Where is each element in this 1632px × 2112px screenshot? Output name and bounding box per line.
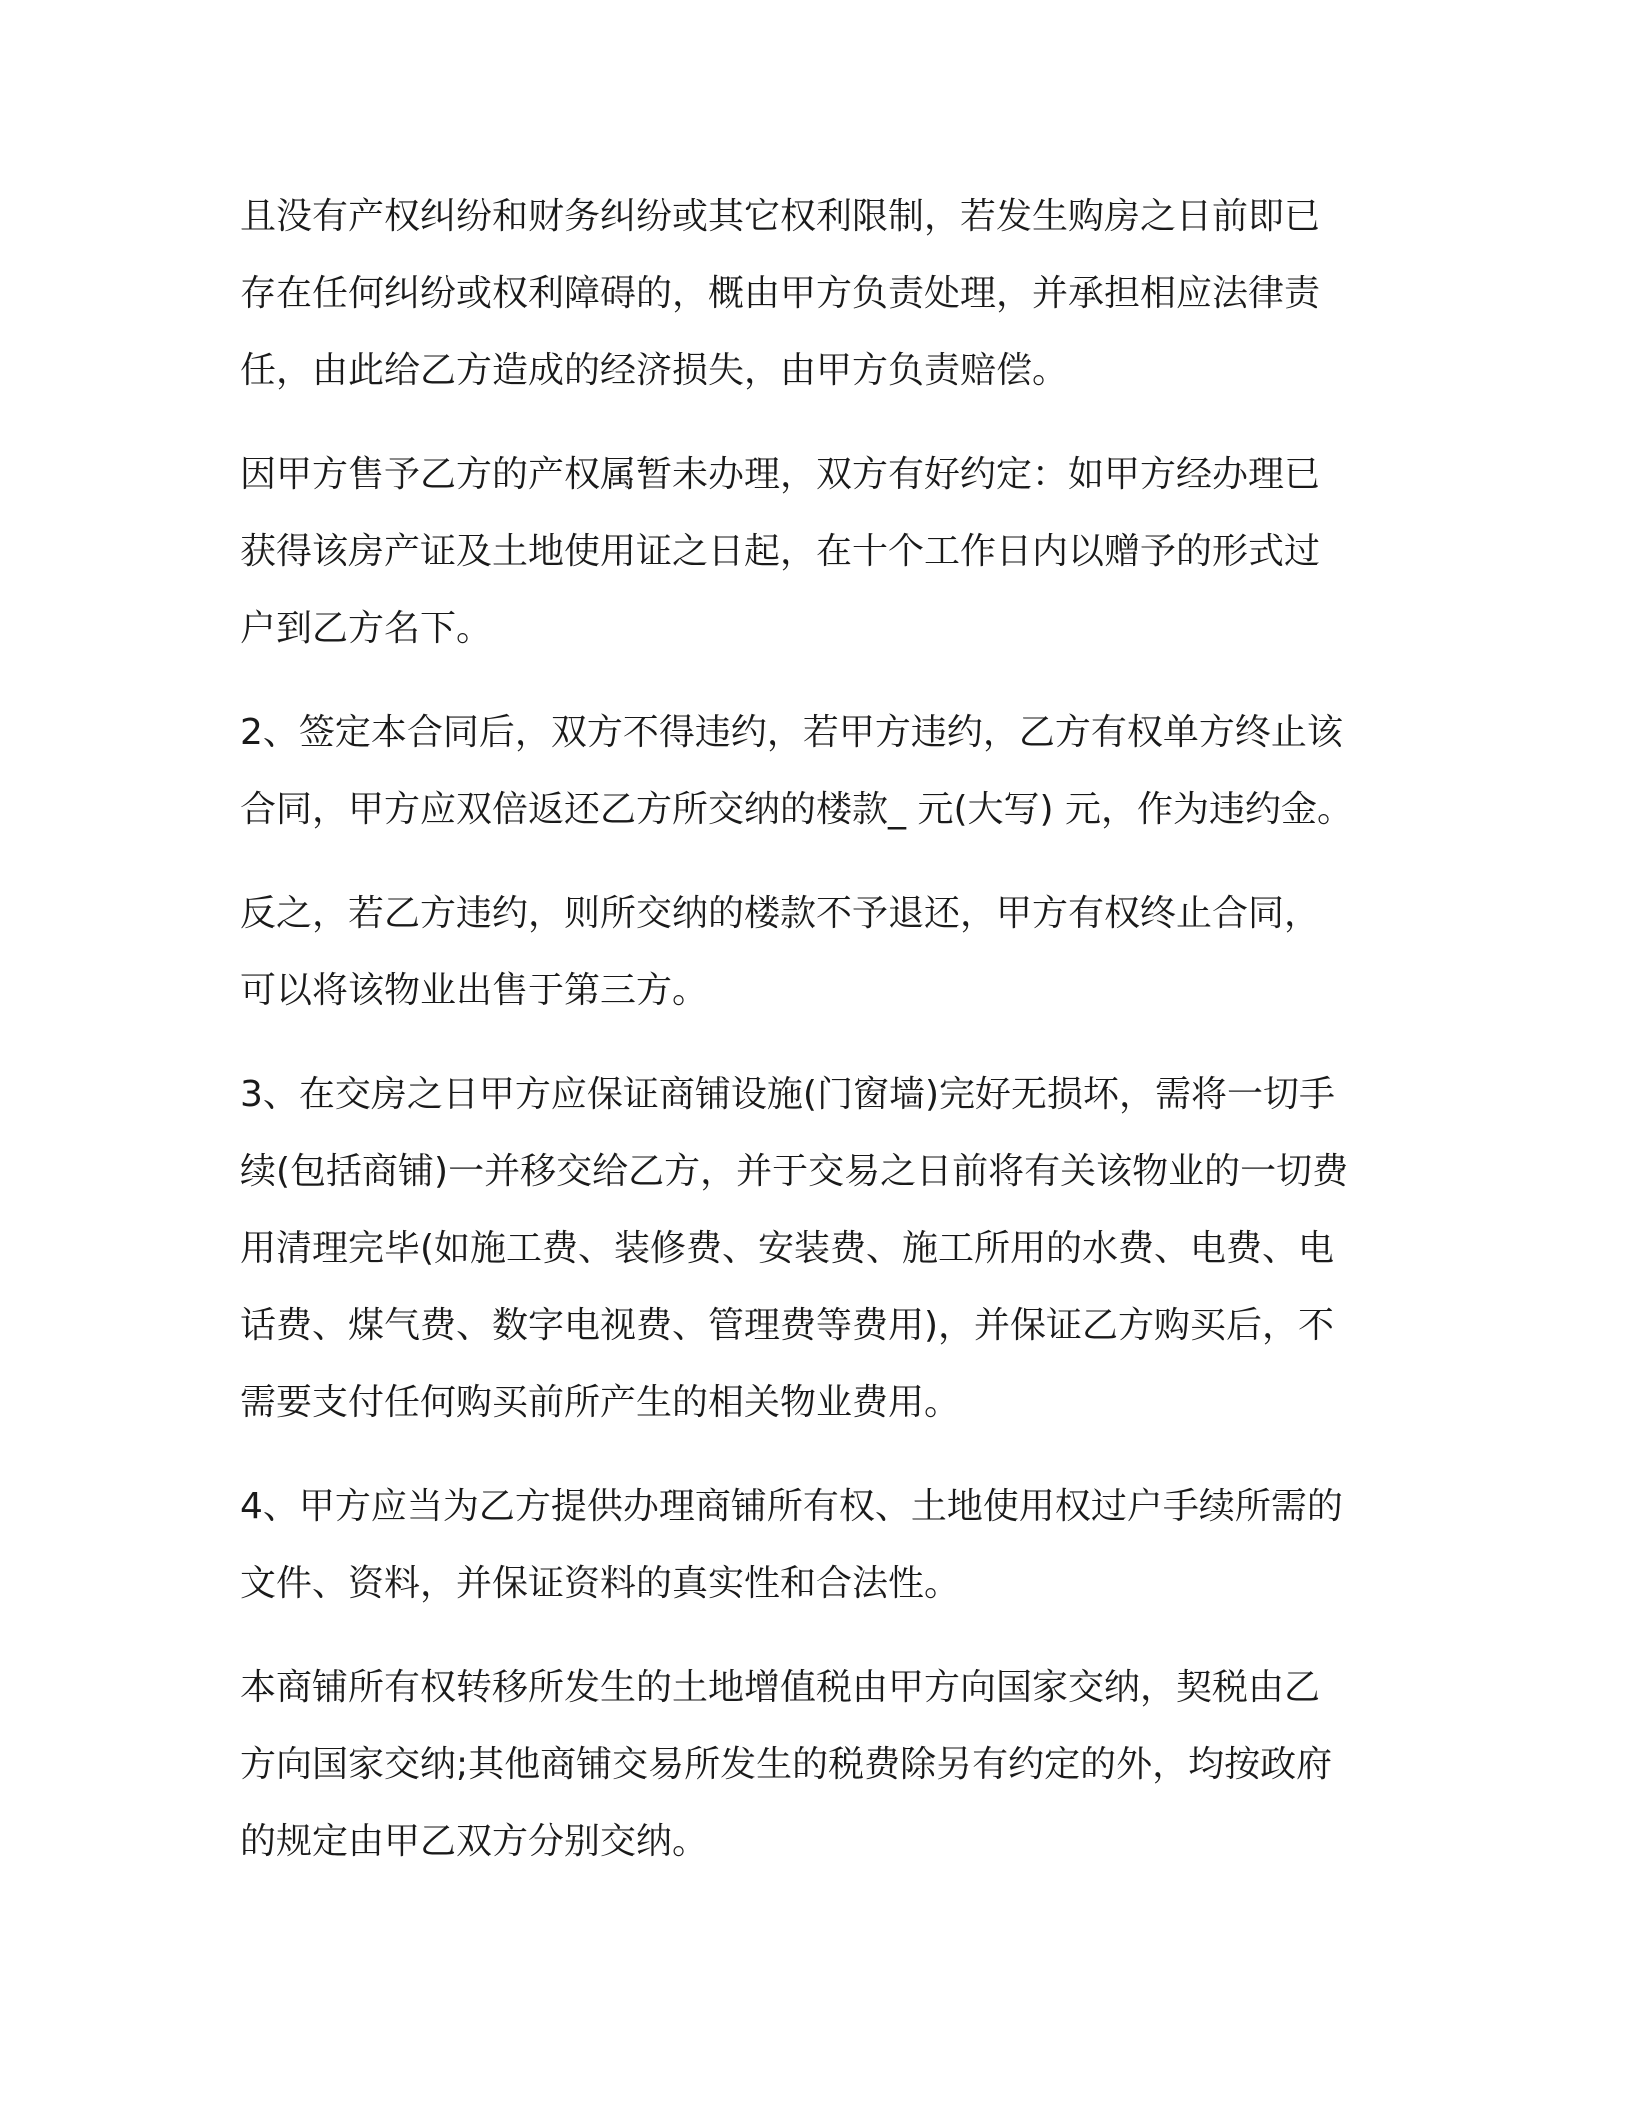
text-line: 且没有产权纠纷和财务纠纷或其它权利限制，若发生购房之日前即已	[240, 196, 1321, 237]
text-line: 续(包括商铺)一并移交给乙方，并于交易之日前将有关该物业的一切费	[240, 1151, 1349, 1192]
text-line: 存在任何纠纷或权利障碍的，概由甲方负责处理，并承担相应法律责	[240, 273, 1321, 314]
text-line: 反之，若乙方违约，则所交纳的楼款不予退还，甲方有权终止合同，	[240, 893, 1321, 934]
text-line: 的规定由甲乙双方分别交纳。	[240, 1821, 709, 1862]
text-line: 获得该房产证及土地使用证之日起，在十个工作日内以赠予的形式过	[240, 531, 1321, 572]
clause-3-handover	[240, 1056, 1390, 1441]
text-line: 任，由此给乙方造成的经济损失，由甲方负责赔偿。	[240, 350, 1069, 391]
text-line: 2、签定本合同后，双方不得违约，若甲方违约，乙方有权单方终止该	[240, 712, 1343, 753]
text-line: 4、甲方应当为乙方提供办理商铺所有权、土地使用权过户手续所需的	[240, 1486, 1343, 1527]
text-line: 因甲方售予乙方的产权属暂未办理，双方有好约定：如甲方经办理已	[240, 454, 1321, 495]
paragraph-title-transfer	[240, 436, 1390, 667]
paragraph-taxes	[240, 1649, 1390, 1880]
text-line: 本商铺所有权转移所发生的土地增值税由甲方向国家交纳，契税由乙	[240, 1667, 1321, 1708]
text-line: 用清理完毕(如施工费、装修费、安装费、施工所用的水费、电费、电	[240, 1228, 1335, 1269]
text-line: 方向国家交纳;其他商铺交易所发生的税费除另有约定的外，均按政府	[240, 1744, 1333, 1785]
document-body	[240, 178, 1390, 1907]
paragraph-property-disputes	[240, 178, 1390, 409]
clause-4-documents	[240, 1468, 1390, 1622]
text-line: 文件、资料，并保证资料的真实性和合法性。	[240, 1563, 961, 1604]
text-line: 3、在交房之日甲方应保证商铺设施(门窗墙)完好无损坏，需将一切手	[240, 1074, 1335, 1115]
text-line: 需要支付任何购买前所产生的相关物业费用。	[240, 1382, 961, 1423]
text-line: 可以将该物业出售于第三方。	[240, 970, 709, 1011]
text-line: 户到乙方名下。	[240, 608, 493, 649]
paragraph-buyer-breach	[240, 875, 1390, 1029]
text-line: 合同，甲方应双倍返还乙方所交纳的楼款_ 元(大写) 元，作为违约金。	[240, 789, 1353, 830]
clause-2-breach	[240, 694, 1390, 848]
text-line: 话费、煤气费、数字电视费、管理费等费用)，并保证乙方购买后，不	[240, 1305, 1335, 1346]
